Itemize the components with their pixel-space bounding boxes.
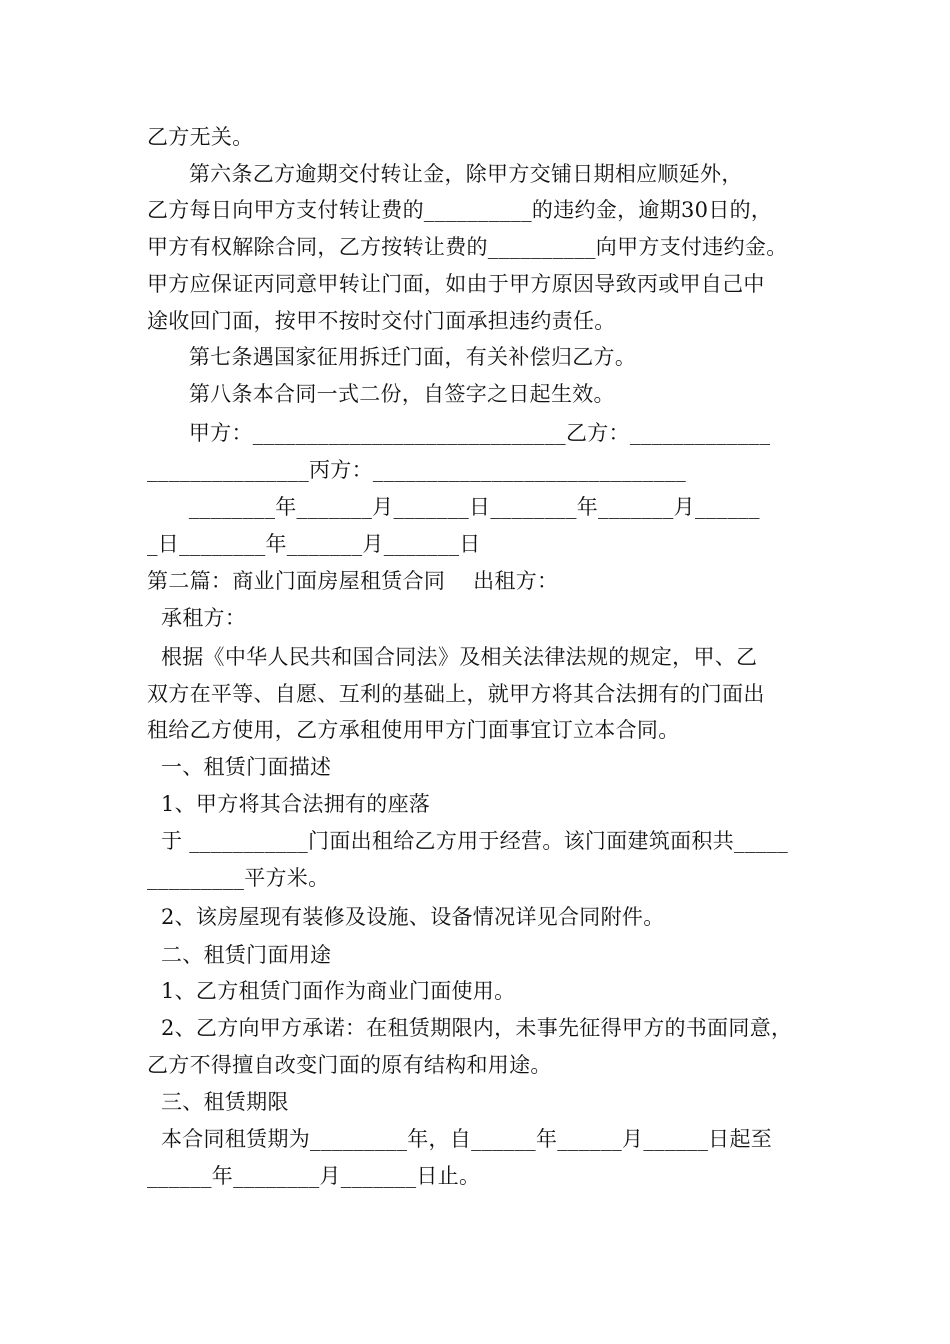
- text-line: 租给乙方使用，乙方承租使用甲方门面事宜订立本合同。: [147, 718, 680, 742]
- text-line: 2、乙方向甲方承诺：在租赁期限内，未事先征得甲方的书面同意，: [147, 1016, 793, 1040]
- text-line: ________年_______月_______日________年_______月______: [147, 495, 760, 519]
- text-line: 甲方应保证丙同意甲转让门面，如由于甲方原因导致丙或甲自己中: [147, 272, 765, 296]
- text-line: 乙方不得擅自改变门面的原有结构和用途。: [147, 1053, 552, 1077]
- text-line: 一、租赁门面描述: [147, 755, 332, 779]
- text-line: ______年________月_______日止。: [147, 1164, 481, 1188]
- text-line: _日________年_______月_______日: [147, 532, 481, 556]
- text-line: 甲方：_____________________________乙方：_____________: [147, 421, 771, 445]
- text-line: 乙方每日向甲方支付转让费的__________的违约金，逾期30日的，: [147, 198, 773, 222]
- text-line: 于 ___________门面出租给乙方用于经营。该门面建筑面积共_____: [147, 829, 789, 853]
- text-line: 三、租赁期限: [147, 1090, 289, 1114]
- text-line: _______________丙方：_____________________________: [147, 458, 687, 482]
- text-line: 本合同租赁期为_________年，自______年______月______日起至: [147, 1127, 773, 1151]
- text-line: 第六条乙方逾期交付转让金，除甲方交铺日期相应顺延外，: [147, 162, 743, 186]
- text-line: 根据《中华人民共和国合同法》及相关法律法规的规定，甲、乙: [147, 645, 758, 669]
- text-line: 途收回门面，按甲不按时交付门面承担违约责任。: [147, 309, 616, 333]
- text-line: 第七条遇国家征用拆迁门面，有关补偿归乙方。: [147, 345, 637, 369]
- text-line: 双方在平等、自愿、互利的基础上，就甲方将其合法拥有的门面出: [147, 682, 765, 706]
- text-line: 1、甲方将其合法拥有的座落: [147, 792, 431, 816]
- section-heading: 第二篇：商业门面房屋租赁合同 出租方：: [147, 569, 559, 593]
- text-line: 1、乙方租赁门面作为商业门面使用。: [147, 979, 516, 1003]
- text-line: 二、租赁门面用途: [147, 943, 332, 967]
- text-line: 乙方无关。: [147, 125, 254, 149]
- text-line: 甲方有权解除合同，乙方按转让费的__________向甲方支付违约金。: [147, 235, 788, 259]
- text-line: _________平方米。: [147, 866, 330, 890]
- text-line: 2、该房屋现有装修及设施、设备情况详见合同附件。: [147, 905, 665, 929]
- text-line: 第八条本合同一式二份，自签字之日起生效。: [147, 382, 615, 406]
- text-line: 承租方：: [147, 606, 247, 630]
